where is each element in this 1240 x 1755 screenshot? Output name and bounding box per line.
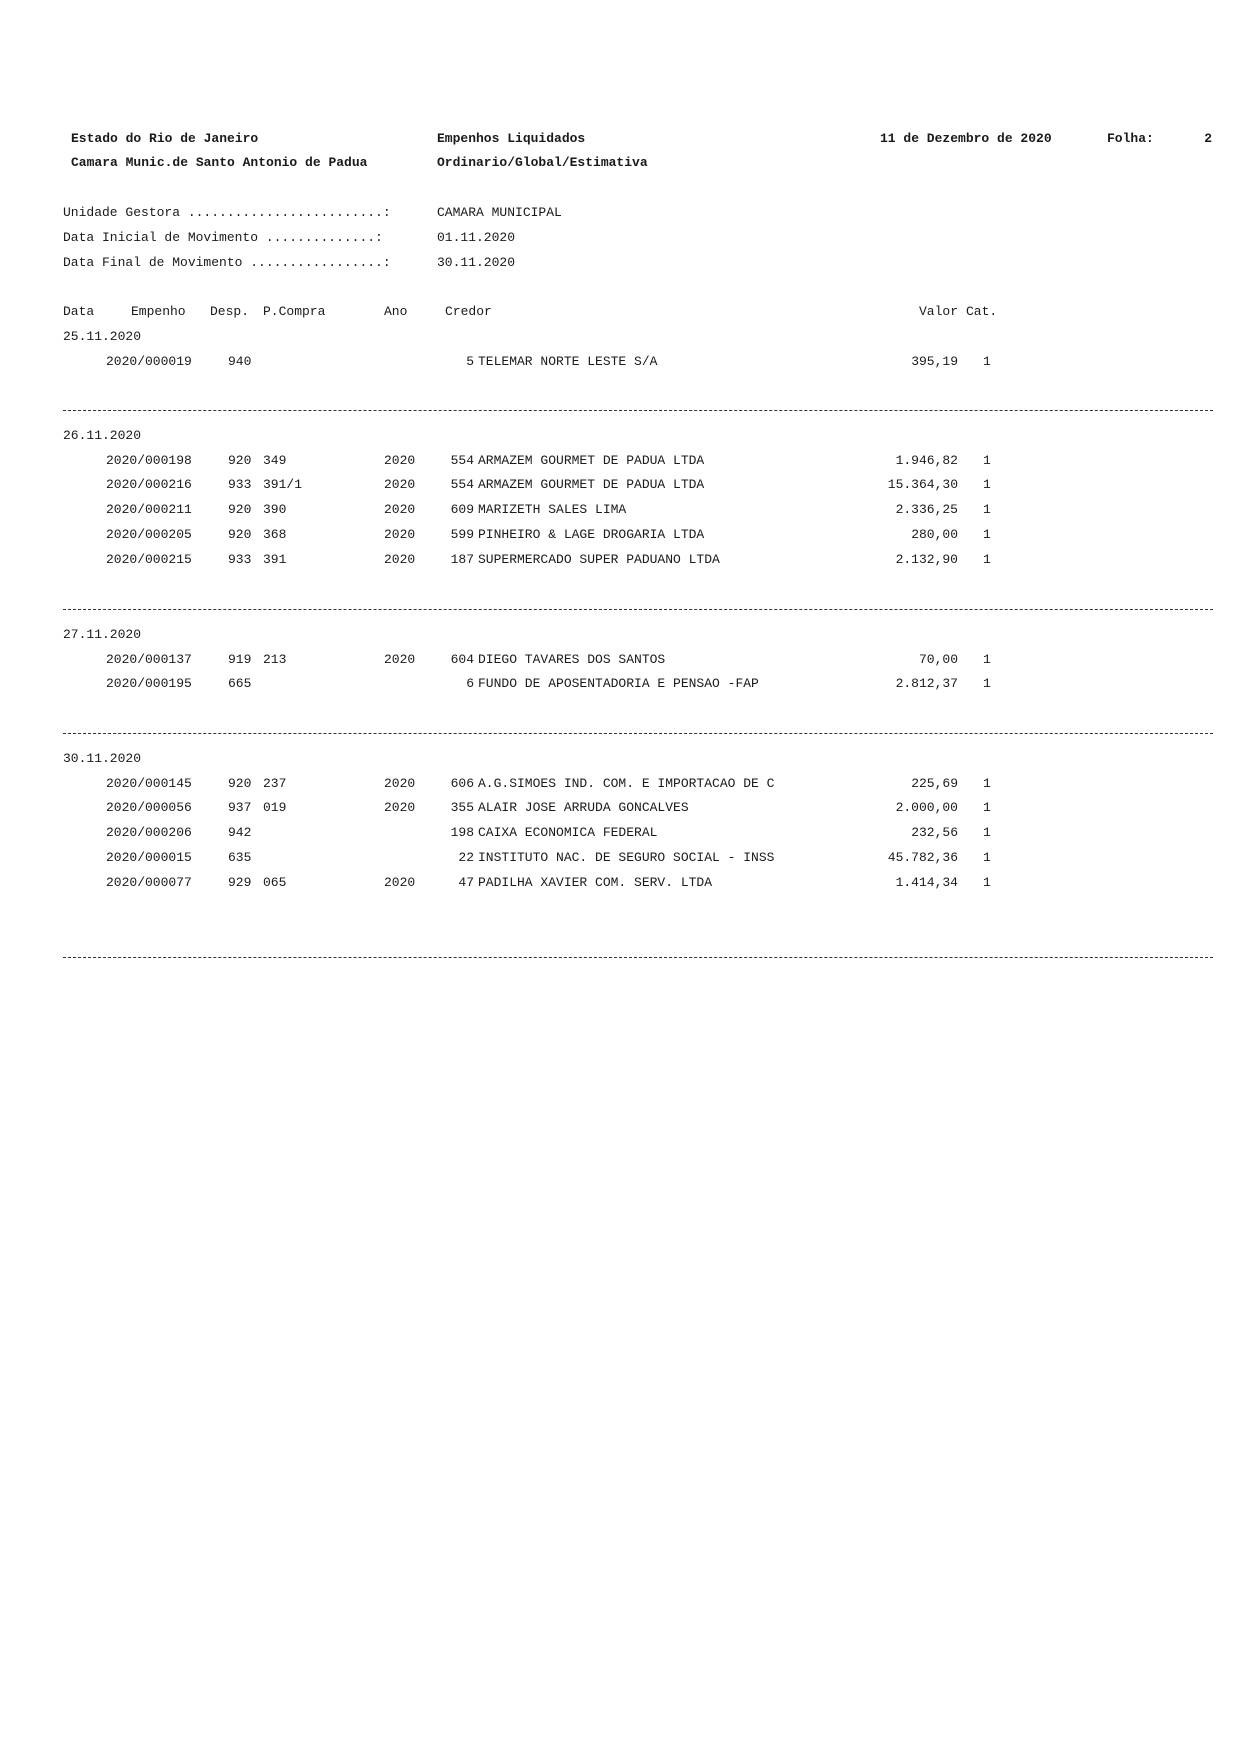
row-credor-code: 355 xyxy=(450,800,474,816)
row-empenho: 2020/000206 xyxy=(106,825,192,841)
unidade-gestora-value: CAMARA MUNICIPAL xyxy=(437,205,562,220)
row-credor-code: 606 xyxy=(450,775,474,791)
row-desp: 920 xyxy=(228,452,252,468)
row-ano: 2020 xyxy=(384,526,416,542)
row-empenho: 2020/000215 xyxy=(106,551,192,567)
folha-number: 2 xyxy=(1204,131,1212,146)
row-pcompra: 390 xyxy=(263,502,287,518)
group-date: 26.11.2020 xyxy=(63,428,142,443)
row-credor-name: A.G.SIMOES IND. COM. E IMPORTACAO DE C xyxy=(478,775,775,791)
row-ano: 2020 xyxy=(384,800,416,816)
state-name: Estado do Rio de Janeiro xyxy=(71,131,259,146)
row-cat: 1 xyxy=(983,825,991,841)
row-desp: 929 xyxy=(228,874,252,890)
row-valor: 1.414,34 xyxy=(895,874,958,890)
data-final-value: 30.11.2020 xyxy=(437,255,516,270)
unidade-gestora-label: Unidade Gestora .........................: xyxy=(63,205,391,220)
row-pcompra: 065 xyxy=(263,874,287,890)
row-empenho: 2020/000198 xyxy=(106,452,192,468)
row-pcompra: 368 xyxy=(263,526,287,542)
row-cat: 1 xyxy=(983,502,991,518)
row-credor-code: 599 xyxy=(450,526,474,542)
report-title: Empenhos Liquidados xyxy=(437,131,586,146)
row-credor-name: DIEGO TAVARES DOS SANTOS xyxy=(478,651,666,667)
row-valor: 225,69 xyxy=(911,775,958,791)
row-desp: 920 xyxy=(228,775,252,791)
data-inicial-label: Data Inicial de Movimento ..............: xyxy=(63,230,383,245)
group-date: 30.11.2020 xyxy=(63,751,142,766)
row-credor-name: PADILHA XAVIER COM. SERV. LTDA xyxy=(478,874,713,890)
row-credor-code: 609 xyxy=(450,502,474,518)
row-credor-code: 22 xyxy=(458,849,474,865)
row-empenho: 2020/000216 xyxy=(106,477,192,493)
row-empenho: 2020/000015 xyxy=(106,849,192,865)
row-credor-name: MARIZETH SALES LIMA xyxy=(478,502,627,518)
row-credor-name: ALAIR JOSE ARRUDA GONCALVES xyxy=(478,800,689,816)
row-credor-code: 554 xyxy=(450,477,474,493)
row-credor-code: 47 xyxy=(458,874,474,890)
row-valor: 2.812,37 xyxy=(895,676,958,692)
report-subtitle: Ordinario/Global/Estimativa xyxy=(437,155,648,170)
row-desp: 940 xyxy=(228,353,252,369)
row-ano: 2020 xyxy=(384,502,416,518)
group-date: 27.11.2020 xyxy=(63,627,142,642)
row-ano: 2020 xyxy=(384,874,416,890)
row-empenho: 2020/000056 xyxy=(106,800,192,816)
row-empenho: 2020/000195 xyxy=(106,676,192,692)
col-header-desp: Desp. xyxy=(210,304,250,319)
row-credor-name: INSTITUTO NAC. DE SEGURO SOCIAL - INSS xyxy=(478,849,775,865)
row-cat: 1 xyxy=(983,849,991,865)
row-credor-name: PINHEIRO & LAGE DROGARIA LTDA xyxy=(478,526,705,542)
row-empenho: 2020/000077 xyxy=(106,874,192,890)
row-credor-name: FUNDO DE APOSENTADORIA E PENSAO -FAP xyxy=(478,676,759,692)
row-desp: 665 xyxy=(228,676,252,692)
row-ano: 2020 xyxy=(384,477,416,493)
section-separator xyxy=(63,733,1213,734)
row-pcompra: 213 xyxy=(263,651,287,667)
row-pcompra: 237 xyxy=(263,775,287,791)
row-desp: 920 xyxy=(228,502,252,518)
row-desp: 919 xyxy=(228,651,252,667)
row-empenho: 2020/000211 xyxy=(106,502,192,518)
row-empenho: 2020/000137 xyxy=(106,651,192,667)
row-cat: 1 xyxy=(983,651,991,667)
row-valor: 395,19 xyxy=(911,353,958,369)
row-valor: 280,00 xyxy=(911,526,958,542)
row-ano: 2020 xyxy=(384,775,416,791)
row-empenho: 2020/000145 xyxy=(106,775,192,791)
col-header-ano: Ano xyxy=(384,304,408,319)
row-empenho: 2020/000019 xyxy=(106,353,192,369)
row-empenho: 2020/000205 xyxy=(106,526,192,542)
row-cat: 1 xyxy=(983,874,991,890)
row-pcompra: 391/1 xyxy=(263,477,303,493)
row-desp: 933 xyxy=(228,477,252,493)
row-cat: 1 xyxy=(983,676,991,692)
row-desp: 920 xyxy=(228,526,252,542)
section-separator xyxy=(63,957,1213,958)
col-header-cat: Cat. xyxy=(966,304,998,319)
row-credor-code: 198 xyxy=(450,825,474,841)
organization-name: Camara Munic.de Santo Antonio de Padua xyxy=(71,155,368,170)
row-pcompra: 019 xyxy=(263,800,287,816)
row-credor-name: SUPERMERCADO SUPER PADUANO LTDA xyxy=(478,551,720,567)
row-cat: 1 xyxy=(983,551,991,567)
row-cat: 1 xyxy=(983,800,991,816)
row-desp: 937 xyxy=(228,800,252,816)
row-credor-name: ARMAZEM GOURMET DE PADUA LTDA xyxy=(478,452,705,468)
group-date: 25.11.2020 xyxy=(63,329,142,344)
row-desp: 942 xyxy=(228,825,252,841)
col-header-valor: Valor xyxy=(918,304,958,319)
row-valor: 1.946,82 xyxy=(895,452,958,468)
col-header-pcompra: P.Compra xyxy=(263,304,326,319)
folha-label: Folha: xyxy=(1107,131,1154,146)
row-desp: 933 xyxy=(228,551,252,567)
col-header-data: Data xyxy=(63,304,95,319)
row-valor: 2.336,25 xyxy=(895,502,958,518)
row-credor-name: CAIXA ECONOMICA FEDERAL xyxy=(478,825,658,841)
row-valor: 2.000,00 xyxy=(895,800,958,816)
row-credor-code: 604 xyxy=(450,651,474,667)
row-cat: 1 xyxy=(983,526,991,542)
row-valor: 70,00 xyxy=(918,651,958,667)
row-pcompra: 349 xyxy=(263,452,287,468)
row-pcompra: 391 xyxy=(263,551,287,567)
row-cat: 1 xyxy=(983,353,991,369)
row-credor-code: 187 xyxy=(450,551,474,567)
row-desp: 635 xyxy=(228,849,252,865)
section-separator xyxy=(63,410,1213,411)
row-cat: 1 xyxy=(983,477,991,493)
row-credor-code: 5 xyxy=(466,353,474,369)
section-separator xyxy=(63,609,1213,610)
row-valor: 232,56 xyxy=(911,825,958,841)
row-valor: 15.364,30 xyxy=(887,477,958,493)
row-credor-code: 554 xyxy=(450,452,474,468)
col-header-empenho: Empenho xyxy=(131,304,186,319)
row-valor: 45.782,36 xyxy=(887,849,958,865)
data-final-label: Data Final de Movimento .................: xyxy=(63,255,391,270)
col-header-credor: Credor xyxy=(445,304,492,319)
row-credor-code: 6 xyxy=(466,676,474,692)
row-cat: 1 xyxy=(983,452,991,468)
report-date: 11 de Dezembro de 2020 xyxy=(880,131,1052,146)
row-credor-name: TELEMAR NORTE LESTE S/A xyxy=(478,353,658,369)
row-ano: 2020 xyxy=(384,551,416,567)
row-ano: 2020 xyxy=(384,452,416,468)
data-inicial-value: 01.11.2020 xyxy=(437,230,516,245)
row-ano: 2020 xyxy=(384,651,416,667)
row-credor-name: ARMAZEM GOURMET DE PADUA LTDA xyxy=(478,477,705,493)
row-valor: 2.132,90 xyxy=(895,551,958,567)
row-cat: 1 xyxy=(983,775,991,791)
